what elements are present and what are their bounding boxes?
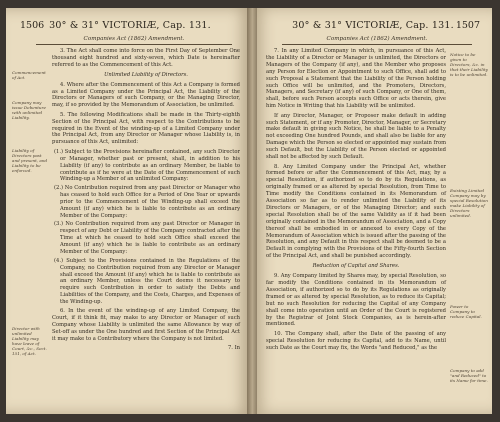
left-text-column — [52, 48, 240, 354]
left-page-title: 30° & 31° VICTORIÆ, Cap. 131. — [49, 20, 211, 31]
section-7-penalty: If any Director, Manager, or Proposer make default in adding such Statement, or if any Promoter, Director, Manager, or Secretary make default in giving such Notice, he shall be liable to a Penalty not exceeding One hundred Pounds, and shall also be liable for any Damage which the Person so elected or appointed may sustain from such Default, but the Liability of the Person elected or appointed shall not be affected by such Default. — [266, 112, 446, 161]
section-7: 7. In any Limited Company in which, in pursuance of this Act, the Liability of a Director or Manager is unlimited, the Directors or Managers of the Company (if any), and the Member who proposes any Person for Election or Appointment to such Office, shall add to such Proposal a Statement that the Liability of the Person holding such Office will be unlimited, and the Promoters, Directors, Managers, and Secretary (if any) of such Company, or One of them, shall, before such Person accepts such Office or acts therein, give him Notice in Writing that his Liability will be unlimited. — [266, 48, 446, 110]
section-10: 10. The Company shall, after the Date of the passing of any special Resolution for reducing its Capital, add to its Name, until such Date as the Court may fix, the Words "and Reduced," as the — [266, 330, 446, 351]
heading-unlimited-liability: Unlimited Liability of Directors. — [104, 71, 188, 78]
subsection-item: (4.) Subject to the Provisions contained in the Regulations of the Company, no Contribution required from any Director or Manager shall exceed the Amount (if any) which he is liable to contribute as an ordinary Member, unless the Court deems it necessary to require such Contribution in order to satisfy the Debts and Liabilities of the Company, and the Costs, Charges, and Expenses of the Winding-up. — [54, 257, 240, 306]
right-margin-note: Company to add "and Reduced" to its Name for time. — [450, 368, 488, 383]
catchword: 7. In — [228, 344, 240, 351]
right-running-head: Companies Act (1862) Amendment. — [282, 36, 472, 45]
right-page — [252, 8, 492, 414]
right-margin-note: Notice to be given to Directors, &c. in that their Liability is to be unlimited. — [450, 52, 488, 77]
left-margin-note: Company may issue Debenture with unlimited Liability. — [12, 100, 46, 120]
right-page-number: 1507 — [455, 20, 480, 31]
right-margin-note: Existing Limited Company may by special Resolution make Liability of Directors unlimited. — [450, 188, 488, 218]
right-margin-note: Power to Company to reduce Capital. — [450, 304, 482, 319]
section-8: 8. Any Limited Company under the Principal Act, whether formed before or after the Commencement of this Act, may, by a special Resolution, if authorized so to do by its Regulations, as originally framed or as altered by special Resolution, from Time to Time modify the Conditions contained in its Memorandum of Association so far as to render unlimited the Liability of its Directors or Managers, or of the Managing Director; and such special Resolution shall be of the same Validity as if it had been originally contained in the Memorandum of Association, and a Copy thereof shall be embodied in or annexed to every Copy of the Memorandum of Association which is issued after the passing of the Resolution, and any Default in this respect shall be deemed to be a Default in complying with the Provisions of the Fifty-fourth Section of the Principal Act, and shall be punished accordingly. — [266, 163, 446, 260]
left-running-head: Companies Act (1862) Amendment. — [36, 36, 232, 45]
subsection-item: (1.) Subject to the Provisions hereinafter contained, any such Director or Manager, whether past or present, shall, in addition to his Liability (if any) to contribute as an ordinary Member, be liable to contribute as if he were at the Date of the Commencement of such Winding-up a Member of an unlimited Company: — [54, 148, 240, 183]
left-page — [6, 8, 252, 414]
left-margin-note: Director with unlimited Liability may have leave of Court, &c., Sect. 151, of Act. — [12, 326, 47, 356]
section-5: 5. The following Modifications shall be made in the Thirty-eighth Section of the Principal Act, with respect to the Contributions to be required in the Event of the winding-up of a Limited Company under the Principal Act, from any Director or Manager whose Liability is, in pursuance of this Act, unlimited: — [52, 111, 240, 146]
section-3: 3. The Act shall come into force on the First Day of September One thousand eight hundred and sixty-seven, which Date is hereinafter referred to as the Commencement of this Act. — [52, 48, 240, 68]
right-page-header — [266, 20, 480, 34]
right-page-title: 30° & 31° VICTORIÆ, Cap. 131. — [292, 20, 454, 31]
right-text-column — [266, 48, 446, 354]
heading-reduction-of-capital: Reduction of Capital and Shares. — [312, 263, 400, 270]
left-page-number: 1506 — [20, 20, 45, 31]
left-margin-note: Commencement of Act. — [12, 70, 46, 80]
section-4: 4. Where after the Commencement of this Act a Company is formed as a Limited Company under the Principal Act, the Liability of the Directors or Managers of such Company, or the Managing Director, may, if so provided by the Memorandum of Association, be unlimited. — [52, 81, 240, 109]
left-margin-note: Liability of Directors past and present, and Liability to be enforced. — [12, 148, 48, 173]
subsection-item: (3.) No Contribution required from any past Director or Manager in respect of any Debt or Liability of the Company contracted after the Time at which he ceased to hold such Office shall exceed the Amount (if any) which he is liable to contribute as an ordinary Member of the Company: — [54, 221, 240, 256]
section-6: 6. In the event of the winding-up of any Limited Company, the Court, if it think fit, may make to any Director or Manager of such Company whose Liability is unlimited the same Allowance by way of Set-off as under the One hundred and first Section of the Principal Act it may make to a Contributory where the Company is not limited. — [52, 307, 240, 342]
left-page-header — [20, 20, 240, 34]
subsection-item: (2.) No Contribution required from any past Director or Manager who has ceased to hold such Office for a Period of One Year or upwards prior to the Commencement of the Winding-up shall exceed the Amount (if any) which he is liable to contribute as an ordinary Member of the Company: — [54, 185, 240, 219]
section-9: 9. Any Company limited by Shares may, by special Resolution, so far modify the Conditions contained in its Memorandum of Association, if authorized so to do by its Regulations as originally framed or as altered by special Resolution, as to reduce its Capital; but no such Resolution for reducing the Capital of any Company shall come into operation until an Order of the Court is registered by the Registrar of Joint Stock Companies, as is herein-after mentioned. — [266, 273, 446, 328]
book-gutter — [247, 8, 257, 414]
